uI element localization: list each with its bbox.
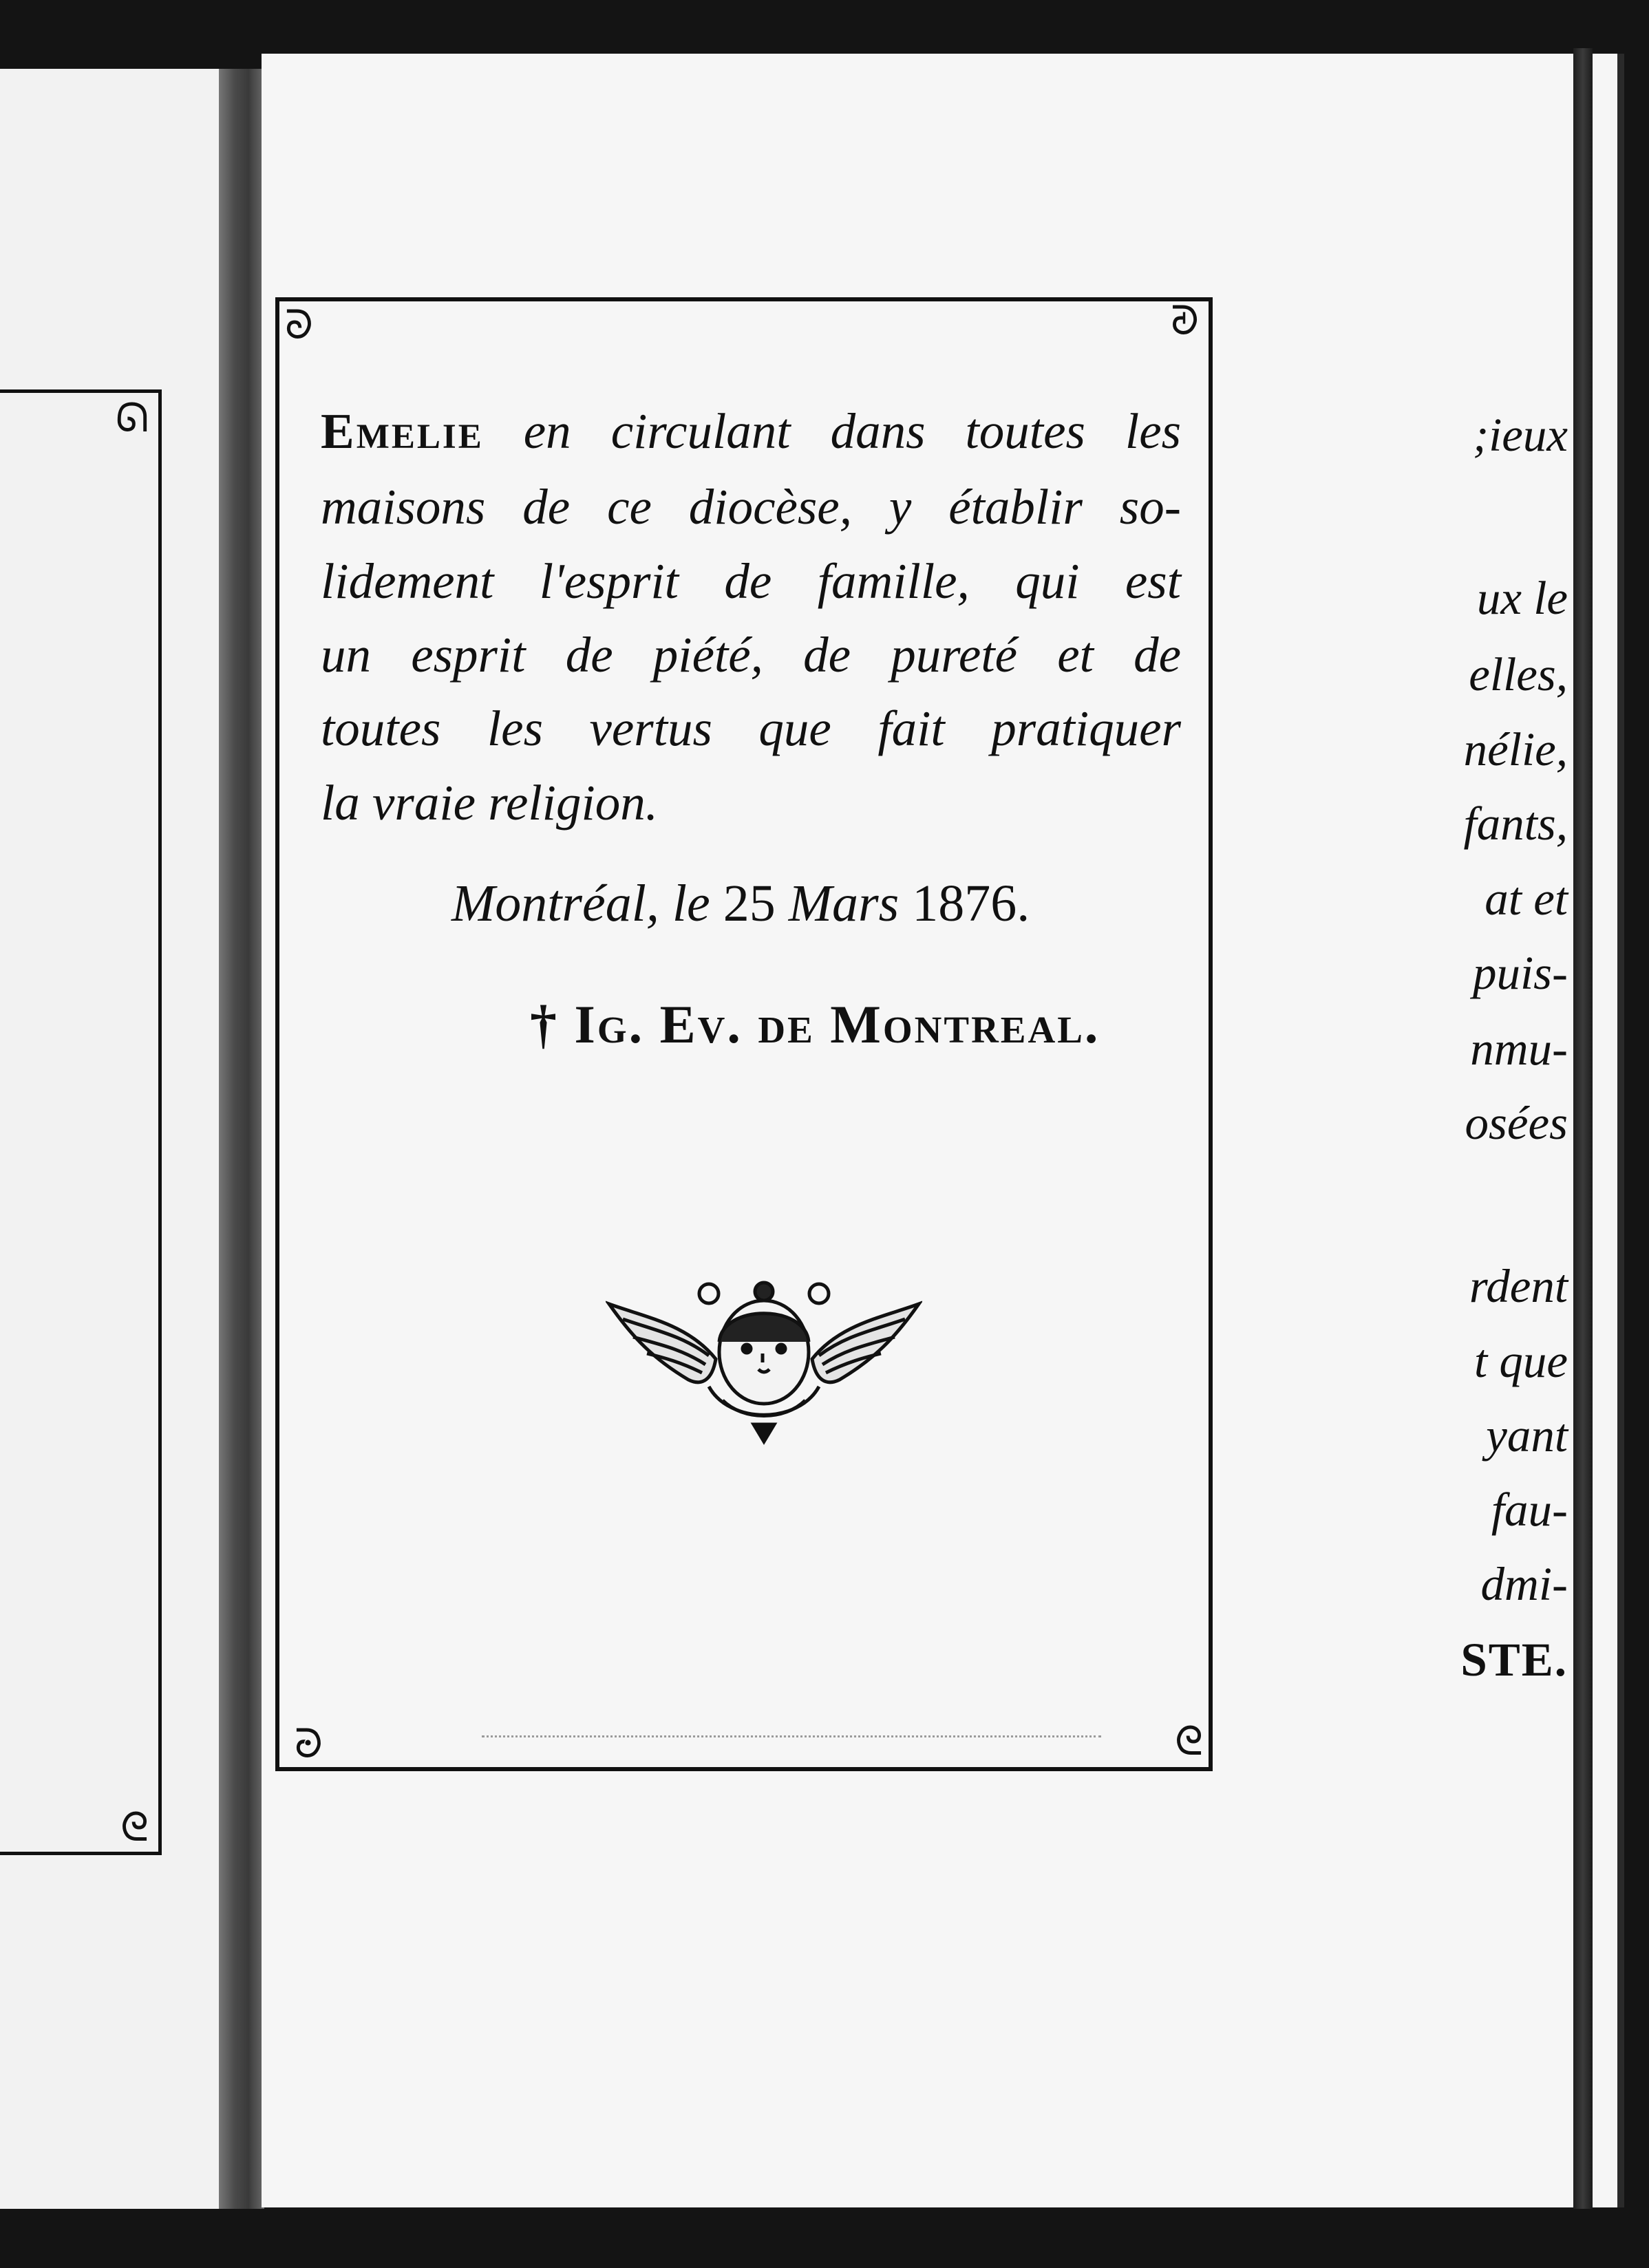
left-text-line: fants, — [1463, 798, 1568, 850]
notice-line-4: un esprit de piété, de pureté et de — [321, 627, 1181, 683]
print-through-line — [482, 1735, 1101, 1743]
first-word: Emelie — [321, 403, 484, 459]
cherub-ornament-icon — [606, 1276, 922, 1448]
left-text-line: STE. — [1460, 1634, 1568, 1686]
corner-ornament-icon: ᘑ — [1171, 299, 1199, 343]
corner-ornament-icon: ᘏ — [115, 396, 149, 440]
notice-text: en circulant dans toutes les — [523, 403, 1181, 459]
page-edge — [1573, 48, 1593, 2209]
left-text-line: nmu- — [1470, 1023, 1568, 1075]
left-text-line: puis- — [1473, 947, 1568, 999]
notice-line-1 — [321, 403, 1181, 459]
left-text-line: ux le — [1476, 572, 1568, 624]
left-text-line: rdent — [1469, 1260, 1568, 1312]
date-month: Mars — [788, 875, 900, 932]
date-year: 1876. — [912, 875, 1030, 932]
left-text-line: yant — [1486, 1409, 1568, 1462]
left-page — [0, 69, 242, 2209]
left-text-line: osées — [1465, 1097, 1568, 1149]
notice-line-6: la vraie religion. — [321, 775, 658, 831]
notice-line-3: lidement l'esprit de famille, qui est — [321, 553, 1181, 609]
signature-text: Ig. Ev. de Montreal. — [574, 994, 1100, 1054]
left-text-line: fau- — [1491, 1484, 1568, 1536]
notice-line-5: toutes les vertus que fait pratiquer — [321, 700, 1181, 756]
left-text-line: t que — [1474, 1335, 1568, 1387]
left-text-line: ;ieux — [1473, 409, 1568, 461]
left-page-frame — [0, 389, 162, 1855]
corner-ornament-icon: ᘐ — [285, 303, 313, 347]
left-text-line: nélie, — [1463, 723, 1568, 775]
date-place: Montréal, — [451, 875, 659, 932]
left-text-line: at et — [1485, 873, 1568, 925]
corner-ornament-icon: ᘒ — [295, 1722, 323, 1766]
book-spine — [219, 69, 264, 2209]
left-text-line: elles, — [1469, 648, 1568, 700]
date-le: le — [672, 875, 710, 932]
cross-icon: † — [530, 994, 559, 1054]
date-line — [451, 877, 1030, 930]
left-text-line: dmi- — [1480, 1558, 1568, 1610]
corner-ornament-icon: ᘓ — [120, 1805, 149, 1850]
signature — [530, 994, 1100, 1054]
notice-line-2: maisons de ce diocèse, y établir so- — [321, 479, 1181, 535]
corner-ornament-icon: ᘓ — [1175, 1719, 1203, 1764]
date-day: 25 — [723, 875, 776, 932]
